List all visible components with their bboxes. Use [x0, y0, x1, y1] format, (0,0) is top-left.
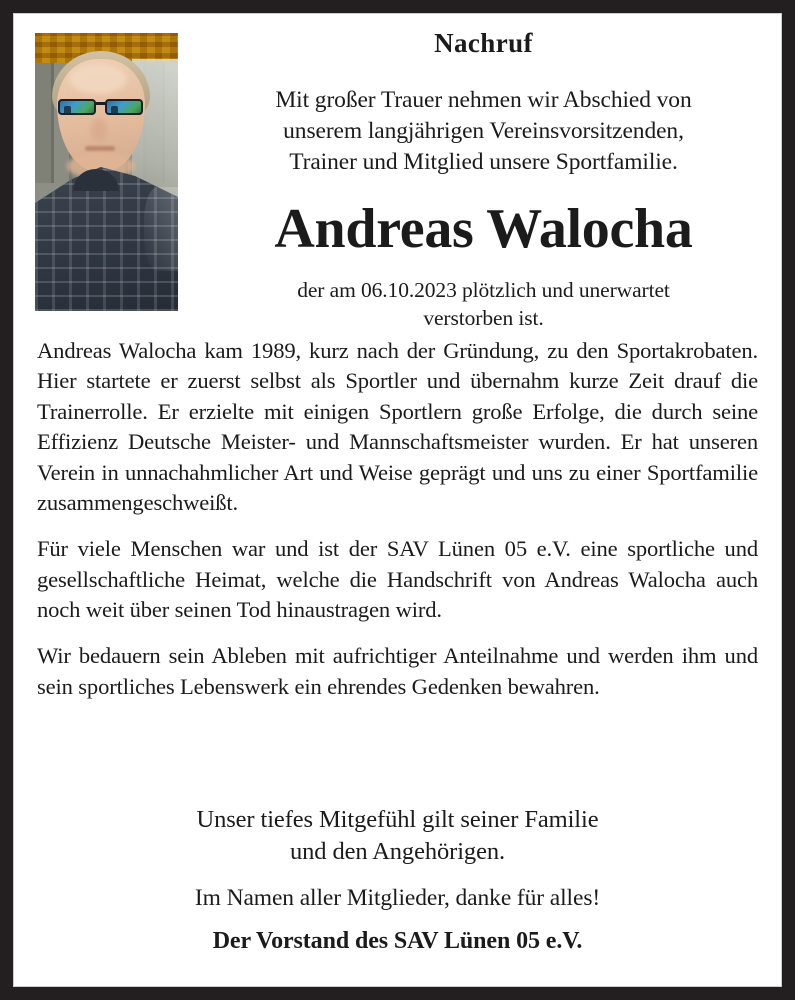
intro-line: Trainer und Mitglied unsere Sportfamilie.	[289, 149, 678, 176]
body-paragraph: Für viele Menschen war und ist der SAV Lünen 05 e.V. eine sportliche und gesellschaftliche Heimat, welche die Handschrift von Andreas Walocha auch noch weit über seinen Tod hinaustragen wird.	[37, 536, 758, 622]
notice-inner-frame	[13, 13, 782, 987]
body-paragraph: Wir bedauern sein Ableben mit aufrichtiger Anteilnahme und werden ihm und sein sportliches Lebenswerk ein ehrendes Gedenken bewahren.	[37, 643, 758, 699]
condolence-text	[37, 804, 758, 868]
deceased-name: Andreas Walocha	[274, 198, 693, 261]
date-line: verstorben ist.	[423, 306, 544, 331]
forehead-highlight	[69, 64, 127, 94]
condolence-line: und den Angehörigen.	[289, 837, 506, 865]
body-paragraph: Andreas Walocha kam 1989, kurz nach der Gründung, zu den Sportakrobaten. Hier startete er zuerst selbst als Sportler und übernahm kurze Zeit drauf die Trainerrolle. Er erzielte mit einigen Sportlern große Erfolge, die durch seine Effizienz Deutsche Meister- und Mannschaftsmeister wurden. Er hat unseren Verein in unnachahmlicher Art und Weise geprägt und uns zu einer Sportfamilie zusammengeschweißt.	[37, 338, 758, 515]
date-line: der am 06.10.2023 plötzlich und unerwartet	[297, 278, 670, 303]
mouth	[85, 146, 115, 151]
page-title: Nachruf	[434, 28, 533, 58]
sunglasses-right-lens	[105, 99, 143, 115]
date-of-death-text	[200, 277, 767, 333]
intro-line: Mit großer Trauer nehmen wir Abschied von	[275, 87, 692, 113]
shoulder-highlight	[144, 187, 178, 271]
heading-column	[200, 26, 767, 333]
thanks-line: Im Namen aller Mitglieder, danke für alles!	[194, 884, 601, 911]
portrait-photo	[35, 33, 178, 311]
sunglasses	[55, 97, 147, 118]
signature-line: Der Vorstand des SAV Lünen 05 e.V.	[212, 928, 583, 955]
intro-line: unserem langjährigen Vereinsvorsitzenden,	[283, 118, 684, 145]
intro-text	[200, 85, 767, 178]
nose	[91, 119, 107, 141]
sunglasses-left-lens	[58, 99, 96, 115]
condolence-line: Unser tiefes Mitgefühl gilt seiner Familie	[196, 806, 599, 833]
body-text	[37, 336, 758, 702]
closing-block	[37, 804, 758, 957]
sunglasses-bridge	[96, 102, 105, 105]
header-block	[14, 14, 781, 331]
